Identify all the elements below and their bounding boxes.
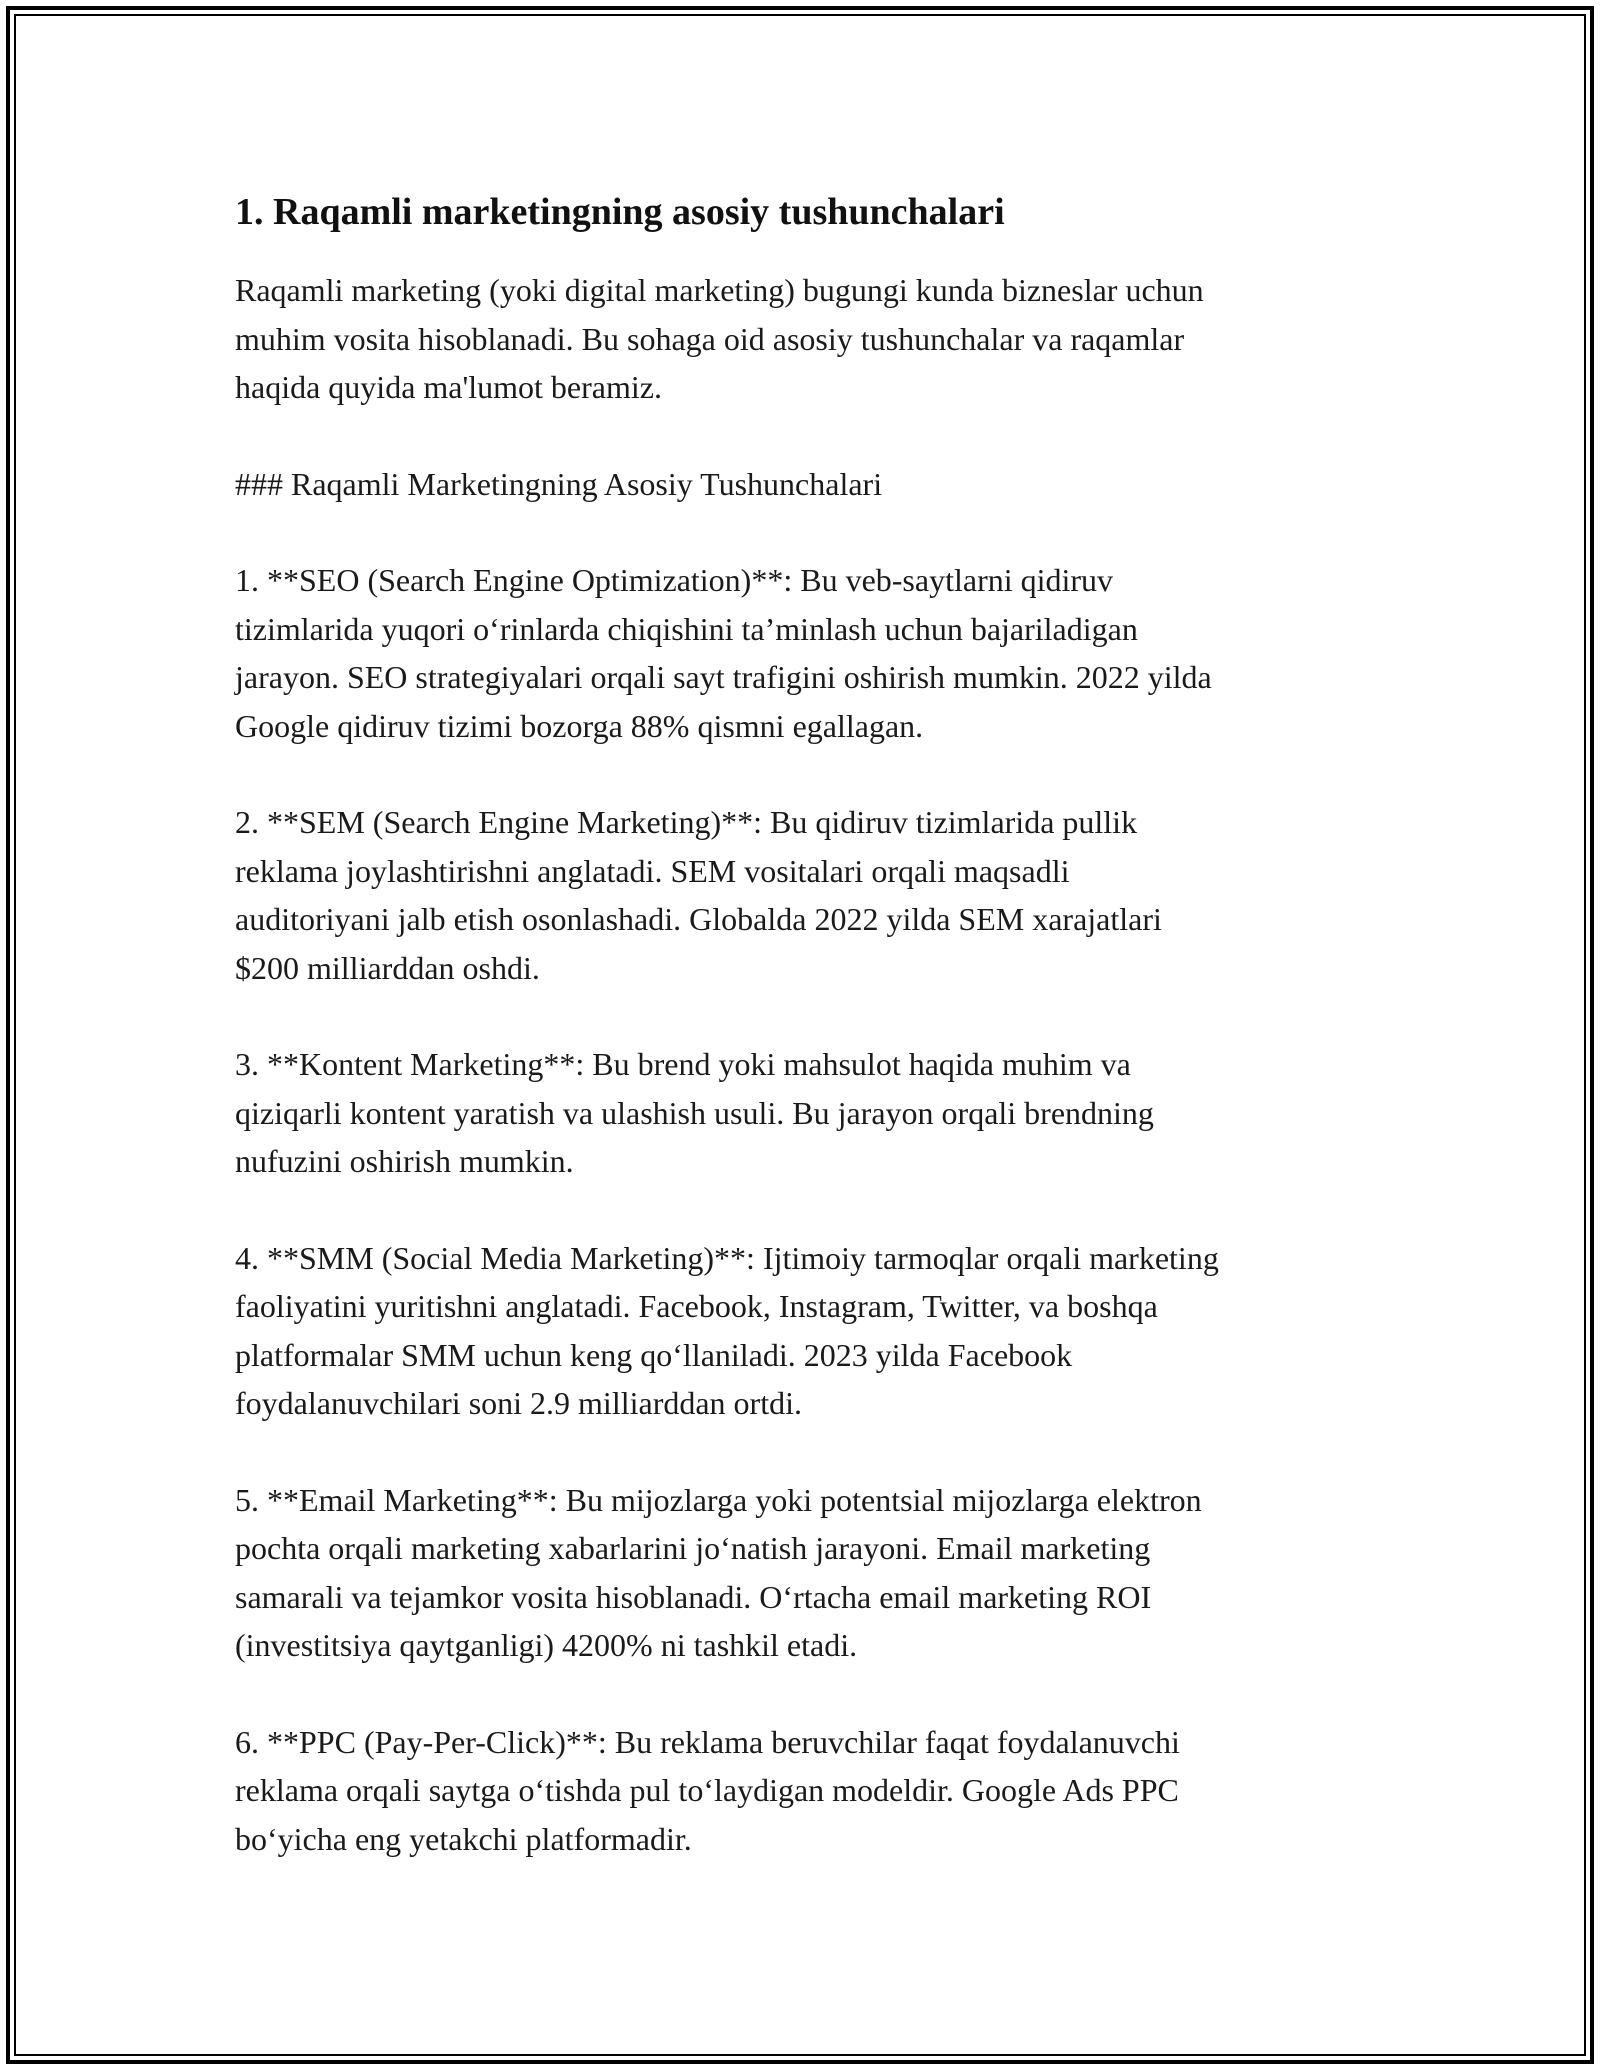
list-item-seo: 1. **SEO (Search Engine Optimization)**: Bu veb-saytlarni qidiruv tizimlarida yuqori o‘rinlarda chiqishini ta’minlash uchun bajariladigan jarayon. SEO strategiyalari orqali sayt trafigini oshirish mumkin. 2022 yilda Google qidiruv tizimi bozorga 88% qismni egallagan.: [235, 562, 1212, 744]
section-subheading: ### Raqamli Marketingning Asosiy Tushunchalari: [235, 465, 883, 502]
intro-paragraph: Raqamli marketing (yoki digital marketing) bugungi kunda bizneslar uchun muhim vosita hisoblanadi. Bu sohaga oid asosiy tushunchalar va raqamlar haqida quyida ma'lumot beramiz.: [235, 272, 1204, 405]
list-item-email-marketing: 5. **Email Marketing**: Bu mijozlarga yoki potentsial mijozlarga elektron pochta orqali marketing xabarlarini jo‘natish jarayoni. Email marketing samarali va tejamkor vosita hisoblanadi. O‘rtacha email marketing ROI (investitsiya qaytganligi) 4200% ni tashkil etadi.: [235, 1481, 1202, 1663]
list-item-smm: 4. **SMM (Social Media Marketing)**: Ijtimoiy tarmoqlar orqali marketing faoliyatini yuritishni anglatadi. Facebook, Instagram, Twitter, va boshqa platformalar SMM uchun keng qo‘llaniladi. 2023 yilda Facebook foydalanuvchilari soni 2.9 milliarddan ortdi.: [235, 1239, 1219, 1421]
document-body: [235, 186, 1375, 1863]
list-item-ppc: 6. **PPC (Pay-Per-Click)**: Bu reklama beruvchilar faqat foydalanuvchi reklama orqali saytga o‘tishda pul to‘laydigan modeldir. Google Ads PPC bo‘yicha eng yetakchi platformadir.: [235, 1723, 1180, 1857]
document-title: 1. Raqamli marketingning asosiy tushunchalari: [235, 191, 1005, 233]
list-item-content-marketing: 3. **Kontent Marketing**: Bu brend yoki mahsulot haqida muhim va qiziqarli kontent yaratish va ulashish usuli. Bu jarayon orqali brendning nufuzini oshirish mumkin.: [235, 1046, 1154, 1179]
list-item-sem: 2. **SEM (Search Engine Marketing)**: Bu qidiruv tizimlarida pullik reklama joylashtirishni anglatadi. SEM vositalari orqali maqsadli auditoriyani jalb etish osonlashadi. Globalda 2022 yilda SEM xarajatlari $200 milliarddan oshdi.: [235, 804, 1162, 986]
